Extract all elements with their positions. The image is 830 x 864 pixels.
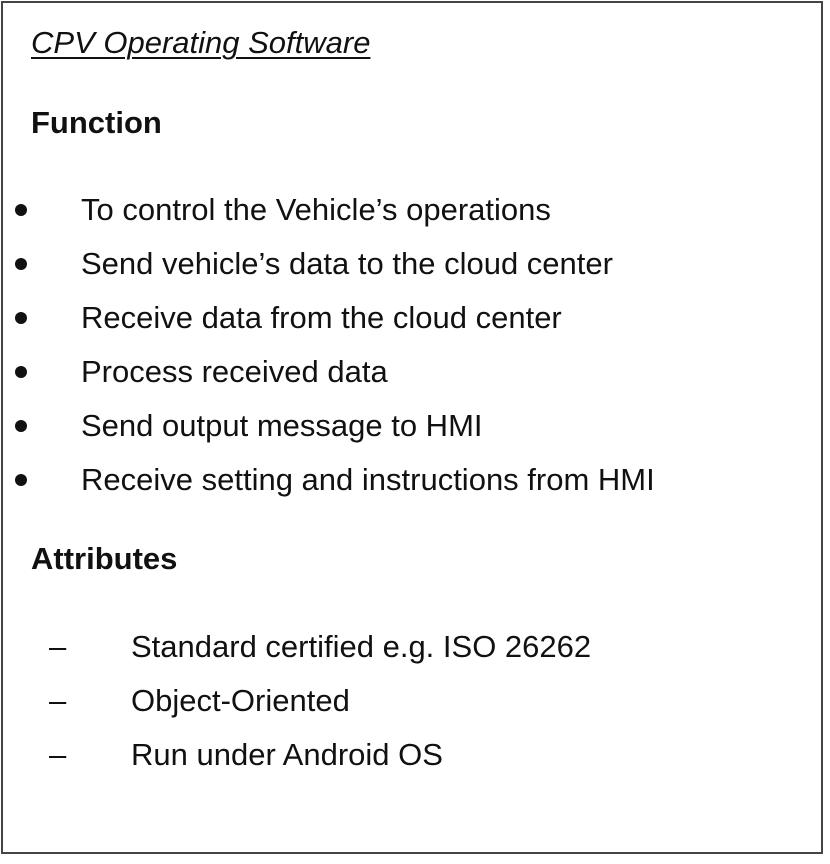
function-item-text: Process received data bbox=[81, 354, 388, 389]
bullet-icon bbox=[15, 258, 27, 270]
bullet-icon bbox=[15, 312, 27, 324]
function-item-text: Receive data from the cloud center bbox=[81, 300, 562, 335]
function-item-text: Receive setting and instructions from HMI bbox=[81, 462, 655, 497]
attribute-item-text: Object-Oriented bbox=[131, 683, 350, 718]
dash-icon: – bbox=[49, 737, 67, 772]
bullet-icon bbox=[15, 420, 27, 432]
dash-icon: – bbox=[49, 683, 67, 718]
function-heading: Function bbox=[31, 105, 162, 140]
dash-icon: – bbox=[49, 629, 67, 664]
attribute-item-text: Run under Android OS bbox=[131, 737, 443, 772]
attribute-item-text: Standard certified e.g. ISO 26262 bbox=[131, 629, 592, 664]
attributes-heading: Attributes bbox=[31, 541, 178, 576]
bullet-icon bbox=[15, 366, 27, 378]
function-item-text: Send output message to HMI bbox=[81, 408, 483, 443]
function-item-text: Send vehicle’s data to the cloud center bbox=[81, 246, 613, 281]
bullet-icon bbox=[15, 474, 27, 486]
box-title: CPV Operating Software bbox=[31, 25, 371, 60]
function-item-text: To control the Vehicle’s operations bbox=[81, 192, 551, 227]
cpv-software-box bbox=[1, 1, 823, 854]
bullet-icon bbox=[15, 204, 27, 216]
